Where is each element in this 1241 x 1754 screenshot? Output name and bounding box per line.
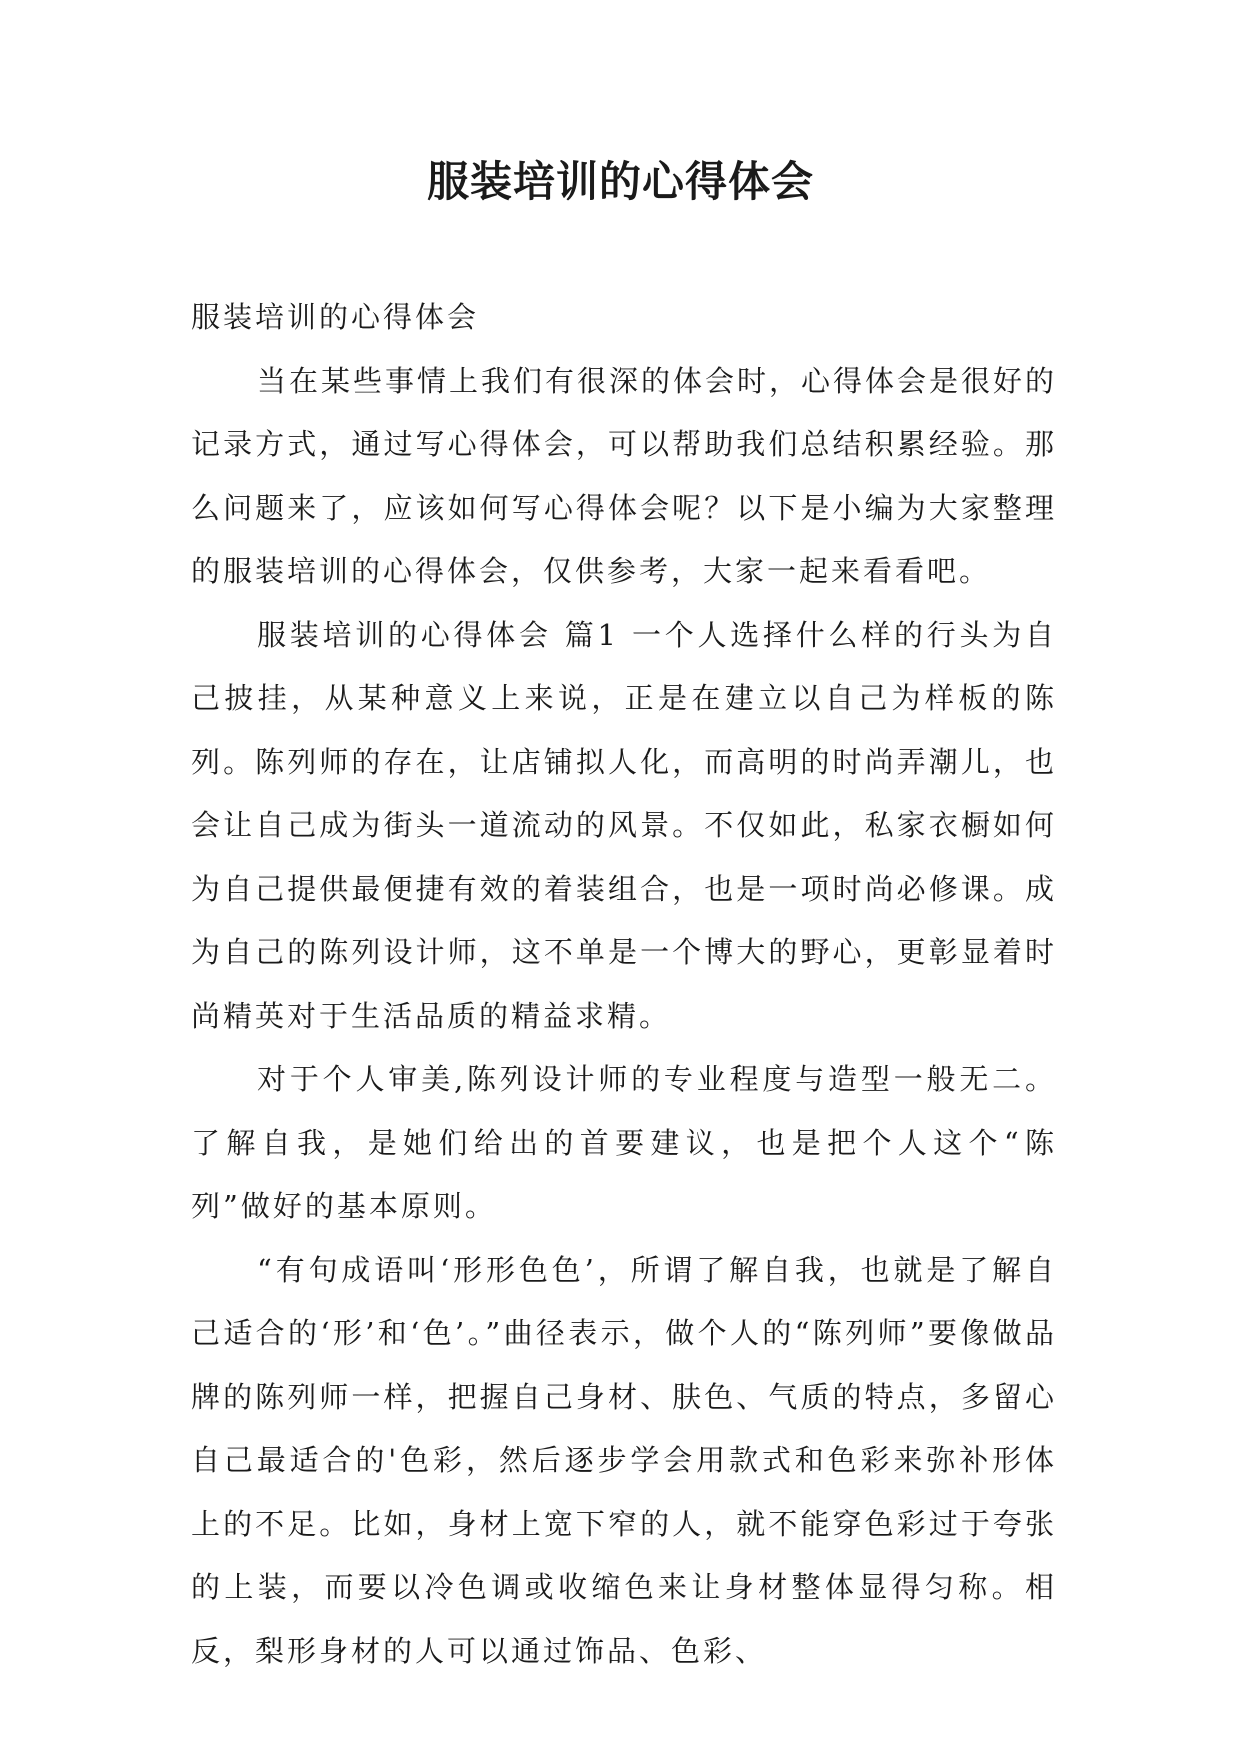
paragraph-chapter-1: 服装培训的心得体会 篇1 一个人选择什么样的行头为自己披挂，从某种意义上来说，正是在建立以自己为样板的陈列。陈列师的存在，让店铺拟人化，而高明的时尚弄潮儿，也会让自己成为街头一道流动的风景。不仅如此，私家衣橱如何为自己提供最便捷有效的着装组合，也是一项时尚必修课。成为自己的陈列设计师，这不单是一个博大的野心，更彰显着时尚精英对于生活品质的精益求精。: [191, 617, 1057, 1033]
paragraph-personal-aesthetics: 对于个人审美,陈列设计师的专业程度与造型一般无二。了解自我，是她们给出的首要建议，也是把个人这个“陈列”做好的基本原则。: [191, 1062, 1057, 1223]
paragraph-form-and-color: “有句成语叫‘形形色色’，所谓了解自我，也就是了解自己适合的‘形’和‘色’。”曲径表示，做个人的“陈列师”要像做品牌的陈列师一样，把握自己身材、肤色、气质的特点，多留心自己最适合的'色彩，然后逐步学会用款式和色彩来弥补形体上的不足。比如，身材上宽下窄的人，就不能穿色彩过于夸张的上装，而要以冷色调或收缩色来让身材整体显得匀称。相反，梨形身材的人可以通过饰品、色彩、: [191, 1252, 1057, 1668]
document-body: [191, 286, 1057, 1683]
document-title: 服装培训的心得体会: [426, 157, 814, 206]
document-subtitle: 服装培训的心得体会: [191, 300, 480, 334]
paragraph-intro: 当在某些事情上我们有很深的体会时，心得体会是很好的记录方式，通过写心得体会，可以帮助我们总结积累经验。那么问题来了，应该如何写心得体会呢？以下是小编为大家整理的服装培训的心得体会，仅供参考，大家一起来看看吧。: [191, 363, 1058, 588]
